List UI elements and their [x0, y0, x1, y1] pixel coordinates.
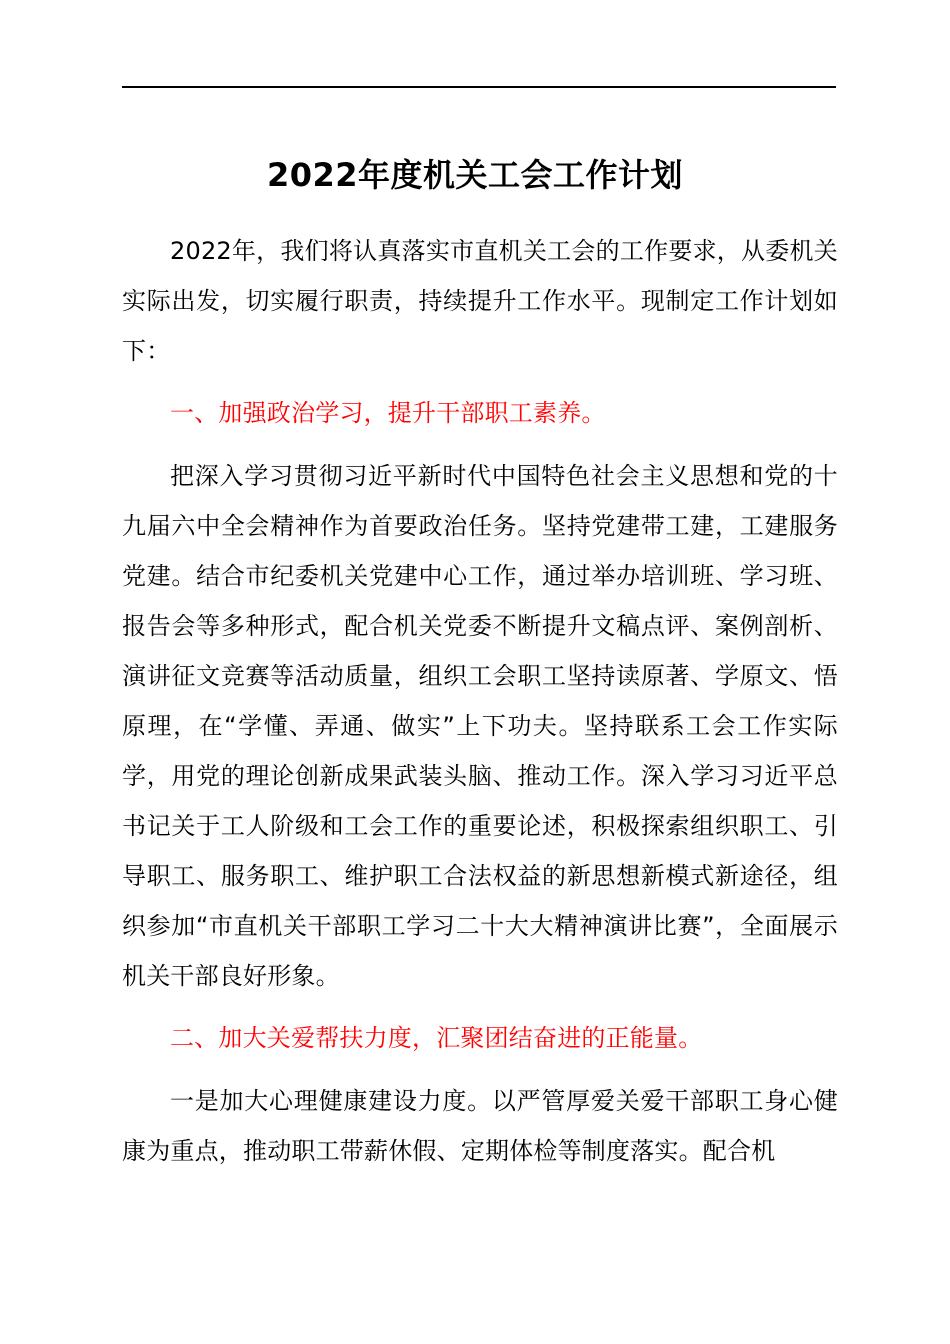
- section-1-paragraph: 把深入学习贯彻习近平新时代中国特色社会主义思想和党的十九届六中全会精神作为首要政治任务。坚持党建带工建，工建服务党建。结合市纪委机关党建中心工作，通过举办培训班、学习班、报告会等多种形式，配合机关党委不断提升文稿点评、案例剖析、演讲征文竞赛等活动质量，组织工会职工坚持读原著、学原文、悟原理，在“学懂、弄通、做实”上下功夫。坚持联系工会工作实际学，用党的理论创新成果武装头脑、推动工作。深入学习习近平总书记关于工人阶级和工会工作的重要论述，积极探索组织职工、引导职工、服务职工、维护职工合法权益的新思想新模式新途径，组织参加“市直机关干部职工学习二十大大精神演讲比赛”，全面展示机关干部良好形象。: [122, 462, 838, 990]
- intro-paragraph: 2022年，我们将认真落实市直机关工会的工作要求，从委机关实际出发，切实履行职责，持续提升工作水平。现制定工作计划如下：: [122, 237, 838, 365]
- section-2-paragraph: 一是加大心理健康建设力度。以严管厚爱关爱干部职工身心健康为重点，推动职工带薪休假、定期体检等制度落实。配合机: [122, 1087, 838, 1165]
- document-body: [122, 226, 838, 1176]
- header-rule: [122, 86, 836, 88]
- document-title: 2022年度机关工会工作计划: [266, 156, 684, 194]
- section-heading-1: 一、加强政治学习，提升干部职工素养。: [170, 399, 606, 427]
- section-heading-2: 二、加大关爱帮扶力度，汇聚团结奋进的正能量。: [170, 1024, 703, 1052]
